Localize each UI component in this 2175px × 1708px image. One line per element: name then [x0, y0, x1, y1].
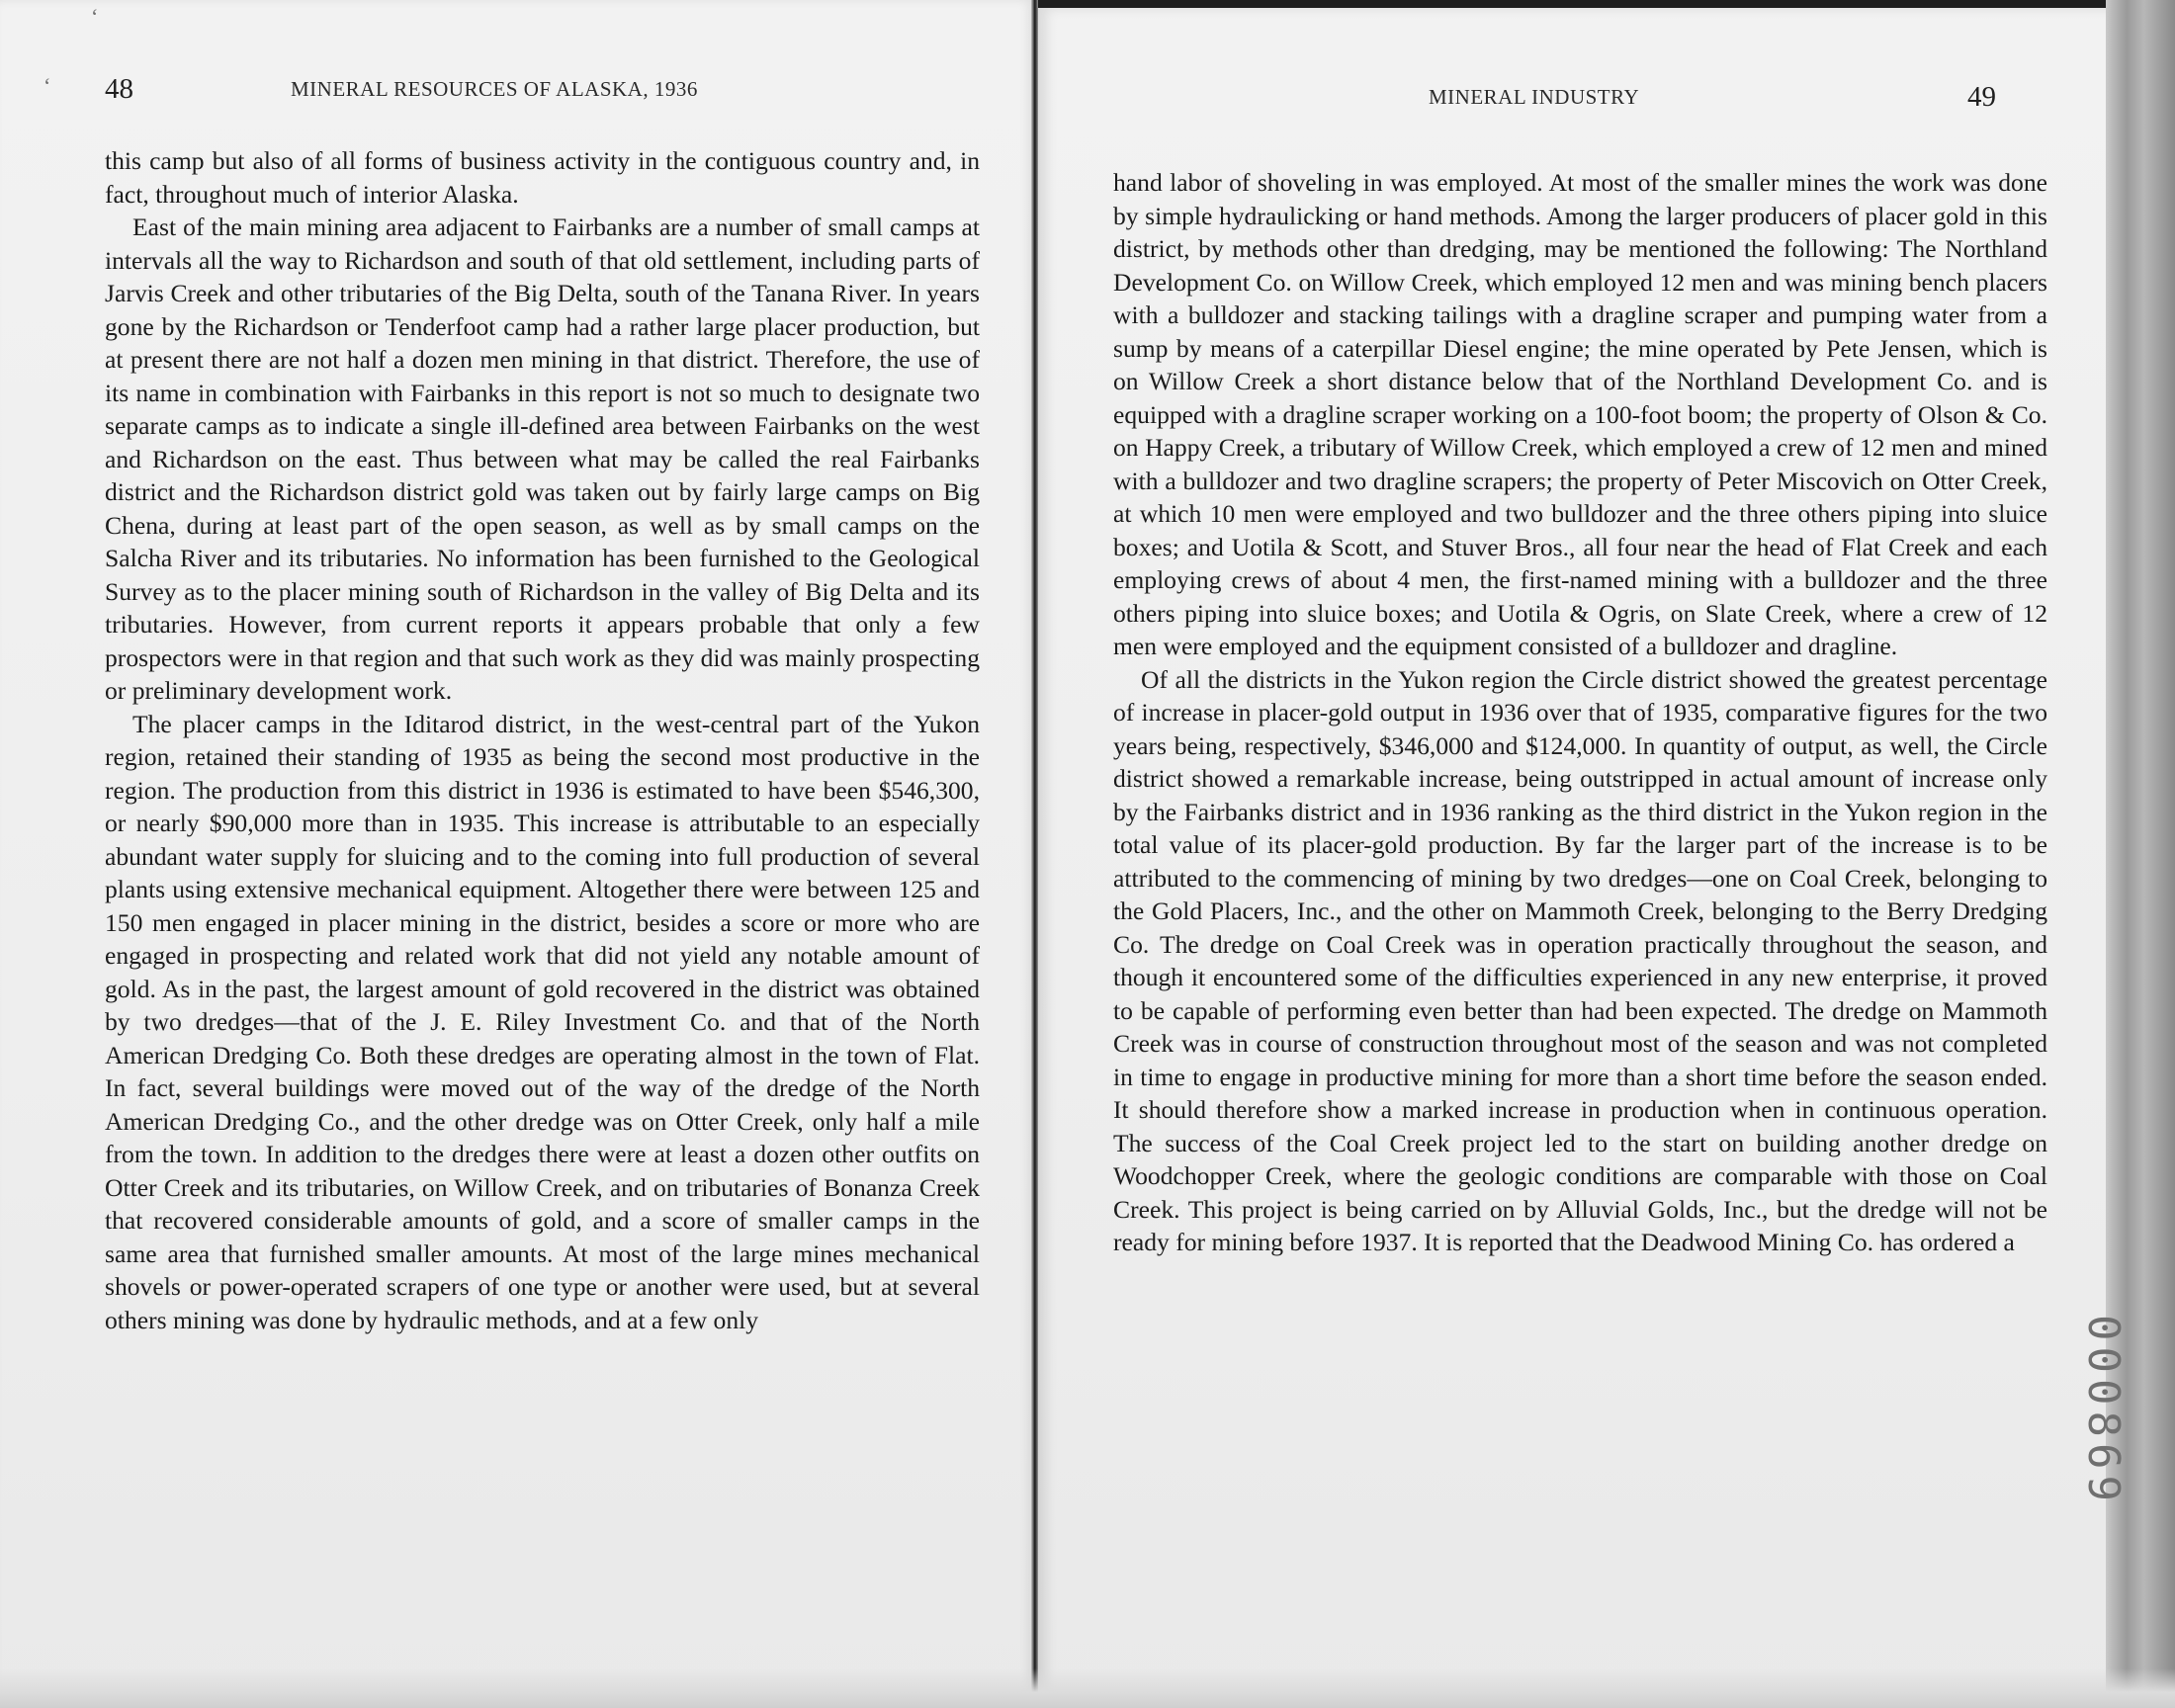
- paragraph: this camp but also of all forms of business activity in the contiguous country and, in fact, throughout much of interior Alaska.: [105, 146, 980, 209]
- running-head: MINERAL RESOURCES OF ALASKA, 1936: [291, 77, 698, 101]
- right-page: [1038, 0, 2116, 1708]
- left-page: [0, 0, 1034, 1708]
- left-page-body: [105, 144, 980, 1336]
- page-number: 48: [105, 73, 133, 105]
- right-page-body: [1113, 166, 2047, 1259]
- paragraph: Of all the districts in the Yukon region the Circle district showed the greatest percentage of increase in placer-gold output in 1936 over that of 1935, comparative figures for the two years being, respectively, $346,000 and $124,000. In quantity of output, as well, the Circle district showed a remarkable increase, being outstripped in actual amount of increase only by the Fairbanks district and in 1936 ranking as the third district in the Yukon region in the total value of its placer-gold production. By far the larger part of the increase is to be attributed to the commencing of mining by two dredges—one on Coal Creek, belonging to the Gold Placers, Inc., and the other on Mammoth Creek, belonging to the Berry Dredging Co. The dredge on Coal Creek was in operation practically throughout the season, and though it encountered some of the difficulties experienced in any new enterprise, it proved to be capable of performing even better than had been expected. The dredge on Mammoth Creek was in course of construction throughout most of the season and was not completed in time to engage in productive mining for more than a short time before the season ended. It should therefore show a marked increase in production when in continuous operation. The success of the Coal Creek project led to the start on building another dredge on Woodchopper Creek, where the geologic conditions are comparable with those on Coal Creek. This project is being carried on by Alluvial Golds, Inc., but the dredge will not be ready for mining before 1937. It is reported that the Deadwood Mining Co. has ordered a: [1113, 664, 2047, 1256]
- stamp-number: 000869: [2077, 1315, 2129, 1507]
- running-head: MINERAL INDUSTRY: [1429, 85, 1640, 109]
- archive-stamp: [2077, 1275, 2129, 1547]
- page-edge: [0, 1668, 2175, 1708]
- margin-mark: ‘: [91, 4, 99, 29]
- paragraph: hand labor of shoveling in was employed. At most of the smaller mines the work was done by simple hydraulicking or hand methods. Among the larger producers of placer gold in this district, by methods other than dredging, may be mentioned the following: The Northland Development Co. on Willow Creek, which employed 12 men and was mining bench placers with a bulldozer and stacking tailings with a dragline scraper and pumping water from a sump by means of a caterpillar Diesel engine; the mine operated by Pete Jensen, which is on Willow Creek a short distance below that of the Northland Development Co. and is equipped with a dragline scraper working on a 100-foot boom; the property of Olson & Co. on Happy Creek, a tributary of Willow Creek, which employed a crew of 12 men and mined with a bulldozer and two dragline scrapers; the property of Peter Miscovich on Otter Creek, at which 10 men were employed and two bulldozer and the three others piping into sluice boxes; and Uotila & Scott, and Stuver Bros., all four near the head of Flat Creek and each employing crews of about 4 men, the first-named mining with a bulldozer and the three others piping into sluice boxes; and Uotila & Ogris, on Slate Creek, where a crew of 12 men were employed and the equipment consisted of a bulldozer and dragline.: [1113, 168, 2047, 660]
- paragraph: The placer camps in the Iditarod district, in the west-central part of the Yukon region, retained their standing of 1935 as being the second most productive in the region. The production from this district in 1936 is estimated to have been $546,300, or nearly $90,000 more than in 1935. This increase is attributable to an especially abundant water supply for sluicing and to the coming into full production of several plants using extensive mechanical equipment. Altogether there were between 125 and 150 men engaged in placer mining in the district, besides a score or more who are engaged in prospecting and related work that did not yield any notable amount of gold. As in the past, the largest amount of gold recovered in the district was obtained by two dredges—that of the J. E. Riley Investment Co. and that of the North American Dredging Co. Both these dredges are operating almost in the town of Flat. In fact, several buildings were moved out of the way of the dredge of the North American Dredging Co., and the other dredge was on Otter Creek, only half a mile from the town. In addition to the dredges there were at least a dozen other outfits on Otter Creek and its tributaries, on Willow Creek, and on tributaries of Bonanza Creek that recovered considerable amounts of gold, and a score of smaller camps in the same area that furnished smaller amounts. At most of the large mines mechanical shovels or power-operated scrapers of one type or another were used, but at several others mining was done by hydraulic methods, and at a few only: [105, 709, 980, 1334]
- paragraph: East of the main mining area adjacent to Fairbanks are a number of small camps at intervals all the way to Richardson and south of that old settlement, including parts of Jarvis Creek and other tributaries of the Big Delta, south of the Tanana River. In years gone by the Richardson or Tenderfoot camp had a rather large placer production, but at present there are not half a dozen men mining in that district. Therefore, the use of its name in combination with Fairbanks in this report is not so much to designate two separate camps as to indicate a single ill-defined area between Fairbanks on the west and Richardson on the east. Thus between what may be called the real Fairbanks district and the Richardson district gold was taken out by fairly large camps on Big Chena, during at least part of the open season, as well as by small camps on the Salcha River and its tributaries. No information has been furnished to the Geological Survey as to the placer mining south of Richardson in the valley of Big Delta and its tributaries. However, from current reports it appears probable that only a few prospectors were in that region and that such work as they did was mainly prospecting or preliminary development work.: [105, 213, 980, 705]
- page-number: 49: [1967, 81, 1996, 113]
- margin-mark: ‘: [44, 73, 51, 98]
